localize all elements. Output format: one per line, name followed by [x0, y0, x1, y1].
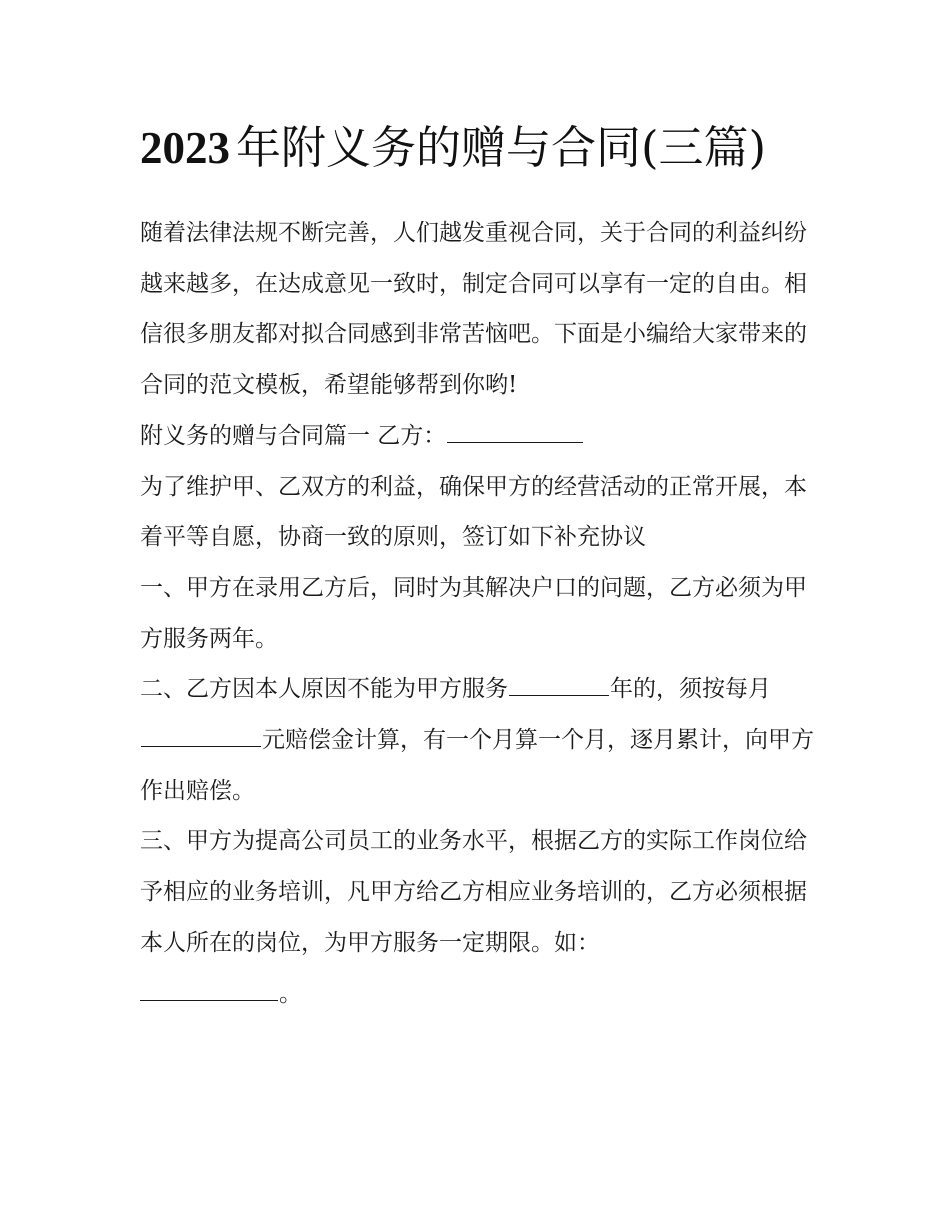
title-year: 2023 — [140, 123, 230, 173]
purpose-paragraph: 为了维护甲、乙双方的利益，确保甲方的经营活动的正常开展，本着平等自愿，协商一致的原则，签订如下补充协议 — [140, 473, 807, 551]
document-body — [140, 112, 820, 1019]
clause-1: 一、甲方在录用乙方后，同时为其解决户口的问题，乙方必须为甲方服务两年。 — [140, 574, 807, 652]
clause-3-text: 三、甲方为提高公司员工的业务水平，根据乙方的实际工作岗位给予相应的业务培训，凡甲方给乙方相应业务培训的，乙方必须根据本人所在的岗位，为甲方服务一定期限。如： — [140, 828, 807, 956]
title-text: 年附义务的赠与合同(三篇) — [236, 121, 767, 174]
clause-2-part-2: 年的，须按每月 — [610, 676, 771, 703]
clause-2-part-3: 元赔偿金计算，有一个月算一个月，逐月累计，向甲方作出赔偿。 — [140, 727, 814, 804]
clause-2 — [140, 664, 820, 816]
years-blank — [509, 673, 609, 696]
section-heading — [140, 411, 820, 462]
term-blank — [140, 978, 278, 1001]
intro-paragraph: 随着法律法规不断完善，人们越发重视合同，关于合同的利益纠纷越来越多，在达成意见一致时，制定合同可以享有一定的自由。相信很多朋友都对拟合同感到非常苦恼吧。下面是小编给大家带来的合同的范文模板，希望能够帮到你哟! — [140, 220, 807, 399]
monthly-amount-blank — [141, 724, 261, 747]
party-b-blank — [447, 420, 583, 443]
clause-3-end: 。 — [279, 980, 302, 1007]
section-heading-text: 附义务的赠与合同篇一 乙方： — [140, 422, 447, 449]
clause-2-part-1: 二、乙方因本人原因不能为甲方服务 — [140, 676, 508, 703]
document-title — [140, 112, 820, 184]
clause-3 — [140, 816, 820, 1019]
